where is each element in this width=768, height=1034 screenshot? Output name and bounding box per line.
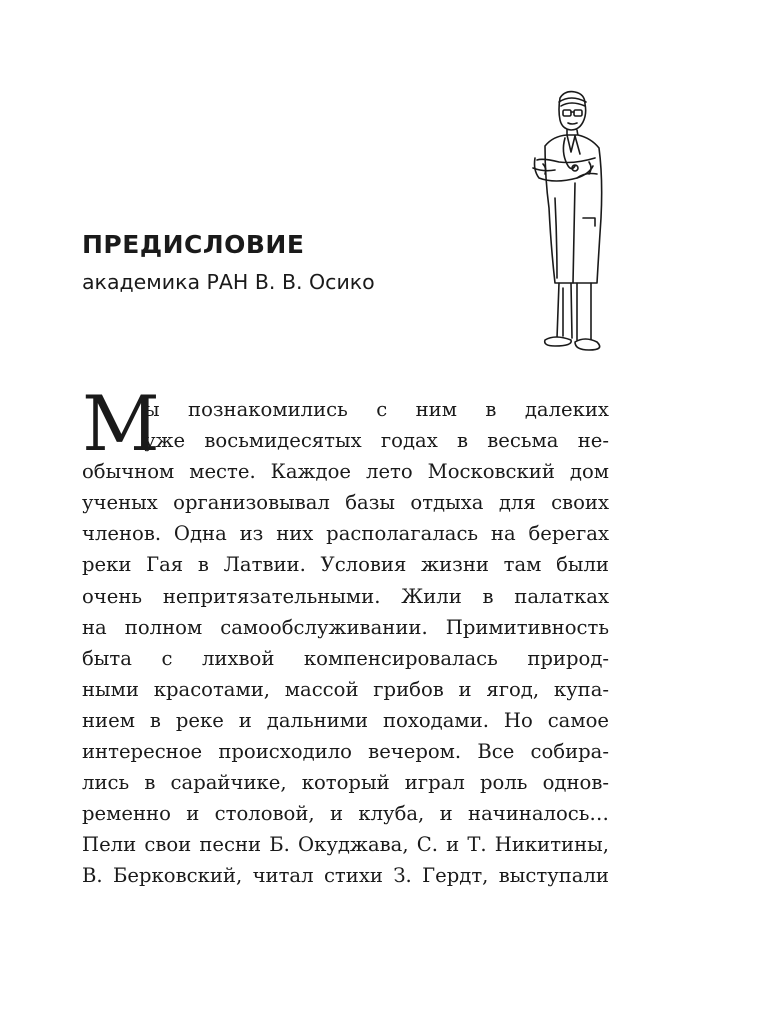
- drop-cap: М: [82, 379, 160, 468]
- text-line: членов. Одна из них располагалась на берегах: [82, 522, 609, 546]
- page-title: ПРЕДИСЛОВИЕ: [82, 230, 305, 259]
- text-line: обычном месте. Каждое лето Московский дом: [82, 460, 609, 484]
- text-line: очень непритязательными. Жили в палатках: [82, 584, 609, 608]
- body-paragraph: [82, 394, 609, 892]
- text-line: реки Гая в Латвии. Условия жизни там были: [82, 553, 609, 577]
- text-line: быта с лихвой компенсировалась природ-: [82, 646, 609, 670]
- text-line: Пели свои песни Б. Окуджава, С. и Т. Никитины,: [82, 833, 609, 857]
- text-line: ы познакомились с ним в далеких: [144, 398, 609, 421]
- text-line: интересное происходило вечером. Все собира-: [82, 740, 609, 764]
- text-line: ременно и столовой, и клуба, и начиналось…: [82, 802, 609, 826]
- page-subtitle: академика РАН В. В. Осико: [82, 270, 375, 294]
- text-line: лись в сарайчике, который играл роль однов-: [82, 771, 609, 795]
- text-line: В. Берковский, читал стихи З. Гердт, выступали: [82, 864, 609, 888]
- text-line: на полном самообслуживании. Примитивность: [82, 615, 609, 639]
- doctor-illustration-icon: [515, 88, 615, 358]
- text-line: уже восьмидесятых годах в весьма не-: [144, 429, 609, 453]
- text-line: ученых организовывал базы отдыха для своих: [82, 491, 609, 515]
- text-line: ными красотами, массой грибов и ягод, купа-: [82, 677, 609, 701]
- text-line: нием в реке и дальними походами. Но самое: [82, 708, 609, 732]
